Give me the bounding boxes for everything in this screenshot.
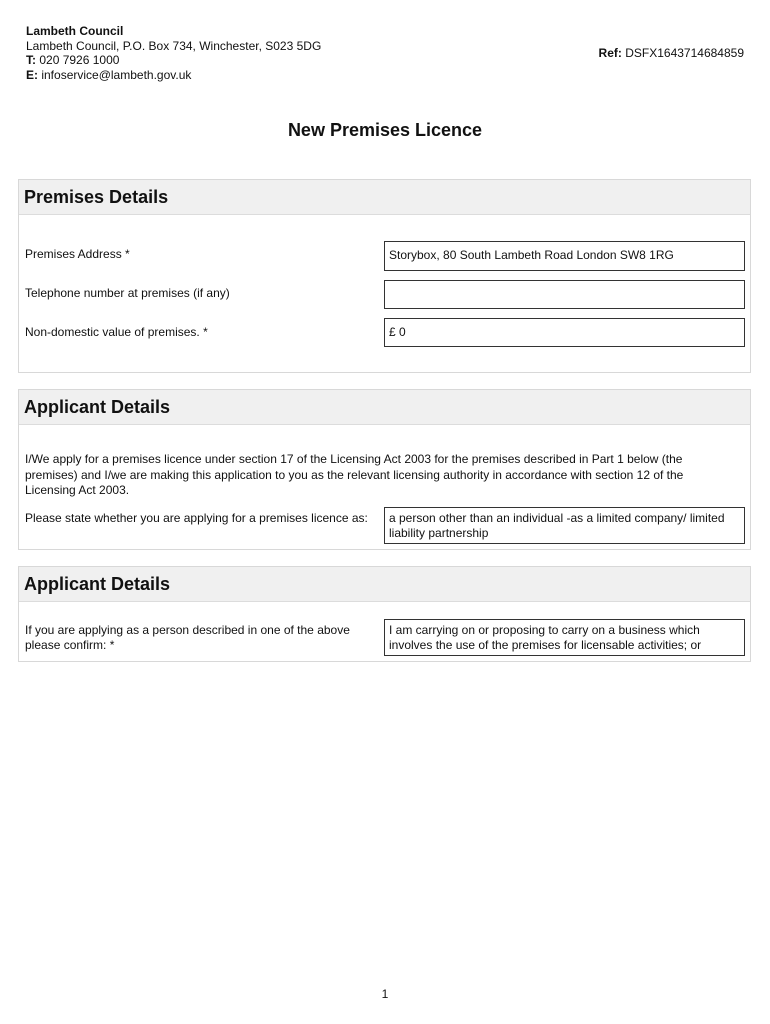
premises-details-section bbox=[18, 179, 751, 373]
page-number: 1 bbox=[381, 987, 389, 1001]
applicant-type-field[interactable]: a person other than an individual -as a limited company/ limited liability partnership bbox=[384, 507, 745, 544]
ref-label: Ref: bbox=[598, 46, 622, 60]
premises-value-field[interactable]: £ 0 bbox=[384, 318, 745, 347]
premises-details-heading: Premises Details bbox=[19, 180, 750, 215]
applicant-confirm-heading: Applicant Details bbox=[19, 567, 750, 602]
email-label: E: bbox=[26, 67, 38, 82]
ref-value: DSFX1643714684859 bbox=[625, 46, 744, 60]
premises-phone-label: Telephone number at premises (if any) bbox=[25, 286, 230, 300]
phone-label: T: bbox=[26, 53, 36, 67]
premises-address-field[interactable]: Storybox, 80 South Lambeth Road London SW8 1RG bbox=[384, 241, 745, 271]
council-address: Lambeth Council, P.O. Box 734, Winchester, S023 5DG bbox=[26, 38, 322, 53]
applicant-confirm-section bbox=[18, 566, 751, 662]
applicant-type-label: Please state whether you are applying for a premises licence as: bbox=[25, 511, 368, 525]
premises-value-label: Non-domestic value of premises. * bbox=[25, 325, 208, 339]
premises-address-label: Premises Address * bbox=[25, 247, 130, 261]
council-name: Lambeth Council bbox=[26, 24, 124, 38]
applicant-confirm-field[interactable]: I am carrying on or proposing to carry on a business which involves the use of the premises for licensable activities; or bbox=[384, 619, 745, 656]
council-email bbox=[26, 68, 321, 83]
council-phone bbox=[26, 53, 321, 68]
phone-value: 020 7926 1000 bbox=[39, 53, 120, 67]
applicant-confirm-label: If you are applying as a person described in one of the above please confirm: * bbox=[25, 623, 350, 652]
page-title: New Premises Licence bbox=[287, 120, 483, 140]
reference bbox=[599, 46, 744, 60]
applicant-statement: I/We apply for a premises licence under section 17 of the Licensing Act 2003 for the premises described in Part 1 below (the premises) and I/we are making this application to you as the relevant licensing authority in accordance with section 12 of the Licensing Act 2003. bbox=[25, 452, 684, 497]
email-value: infoservice@lambeth.gov.uk bbox=[41, 67, 192, 82]
applicant-details-heading: Applicant Details bbox=[19, 390, 750, 425]
premises-phone-field[interactable] bbox=[384, 280, 745, 309]
applicant-details-section bbox=[18, 389, 751, 550]
council-header bbox=[26, 24, 321, 82]
